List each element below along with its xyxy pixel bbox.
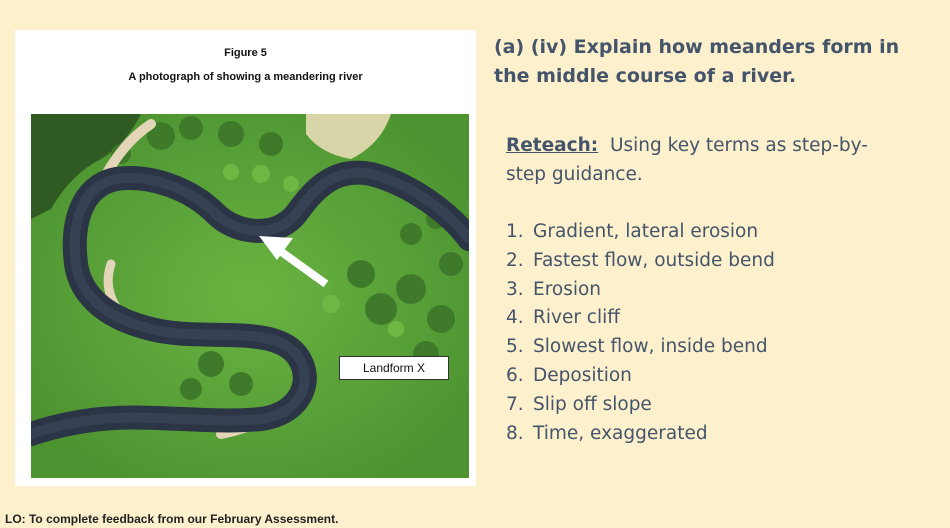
figure-title: Figure 5 — [224, 47, 267, 59]
list-item: 3. Erosion — [506, 278, 602, 300]
reteach-text: Using key terms as step-by-step guidance. — [506, 135, 868, 185]
list-item: 2. Fastest flow, outside bend — [506, 249, 775, 271]
reteach-paragraph — [506, 131, 906, 189]
figure-caption: A photograph of showing a meandering river — [128, 71, 363, 83]
reteach-label: Reteach: — [506, 135, 599, 156]
question-heading: (a) (iv) Explain how meanders form in the middle course of a river. — [494, 36, 900, 87]
learning-objective: LO: To complete feedback from our February Assessment. — [5, 512, 339, 526]
meandering-river-photo — [31, 114, 469, 478]
list-item: 8. Time, exaggerated — [506, 422, 708, 444]
landform-x-label: Landform X — [339, 356, 449, 380]
figure-card — [15, 30, 476, 486]
list-item: 1. Gradient, lateral erosion — [506, 221, 759, 242]
list-item: 6. Deposition — [506, 364, 632, 386]
list-item: 5. Slowest flow, inside bend — [506, 336, 768, 358]
list-item: 7. Slip off slope — [506, 393, 652, 415]
key-terms-list — [506, 218, 775, 448]
list-item: 4. River cliff — [506, 307, 621, 329]
